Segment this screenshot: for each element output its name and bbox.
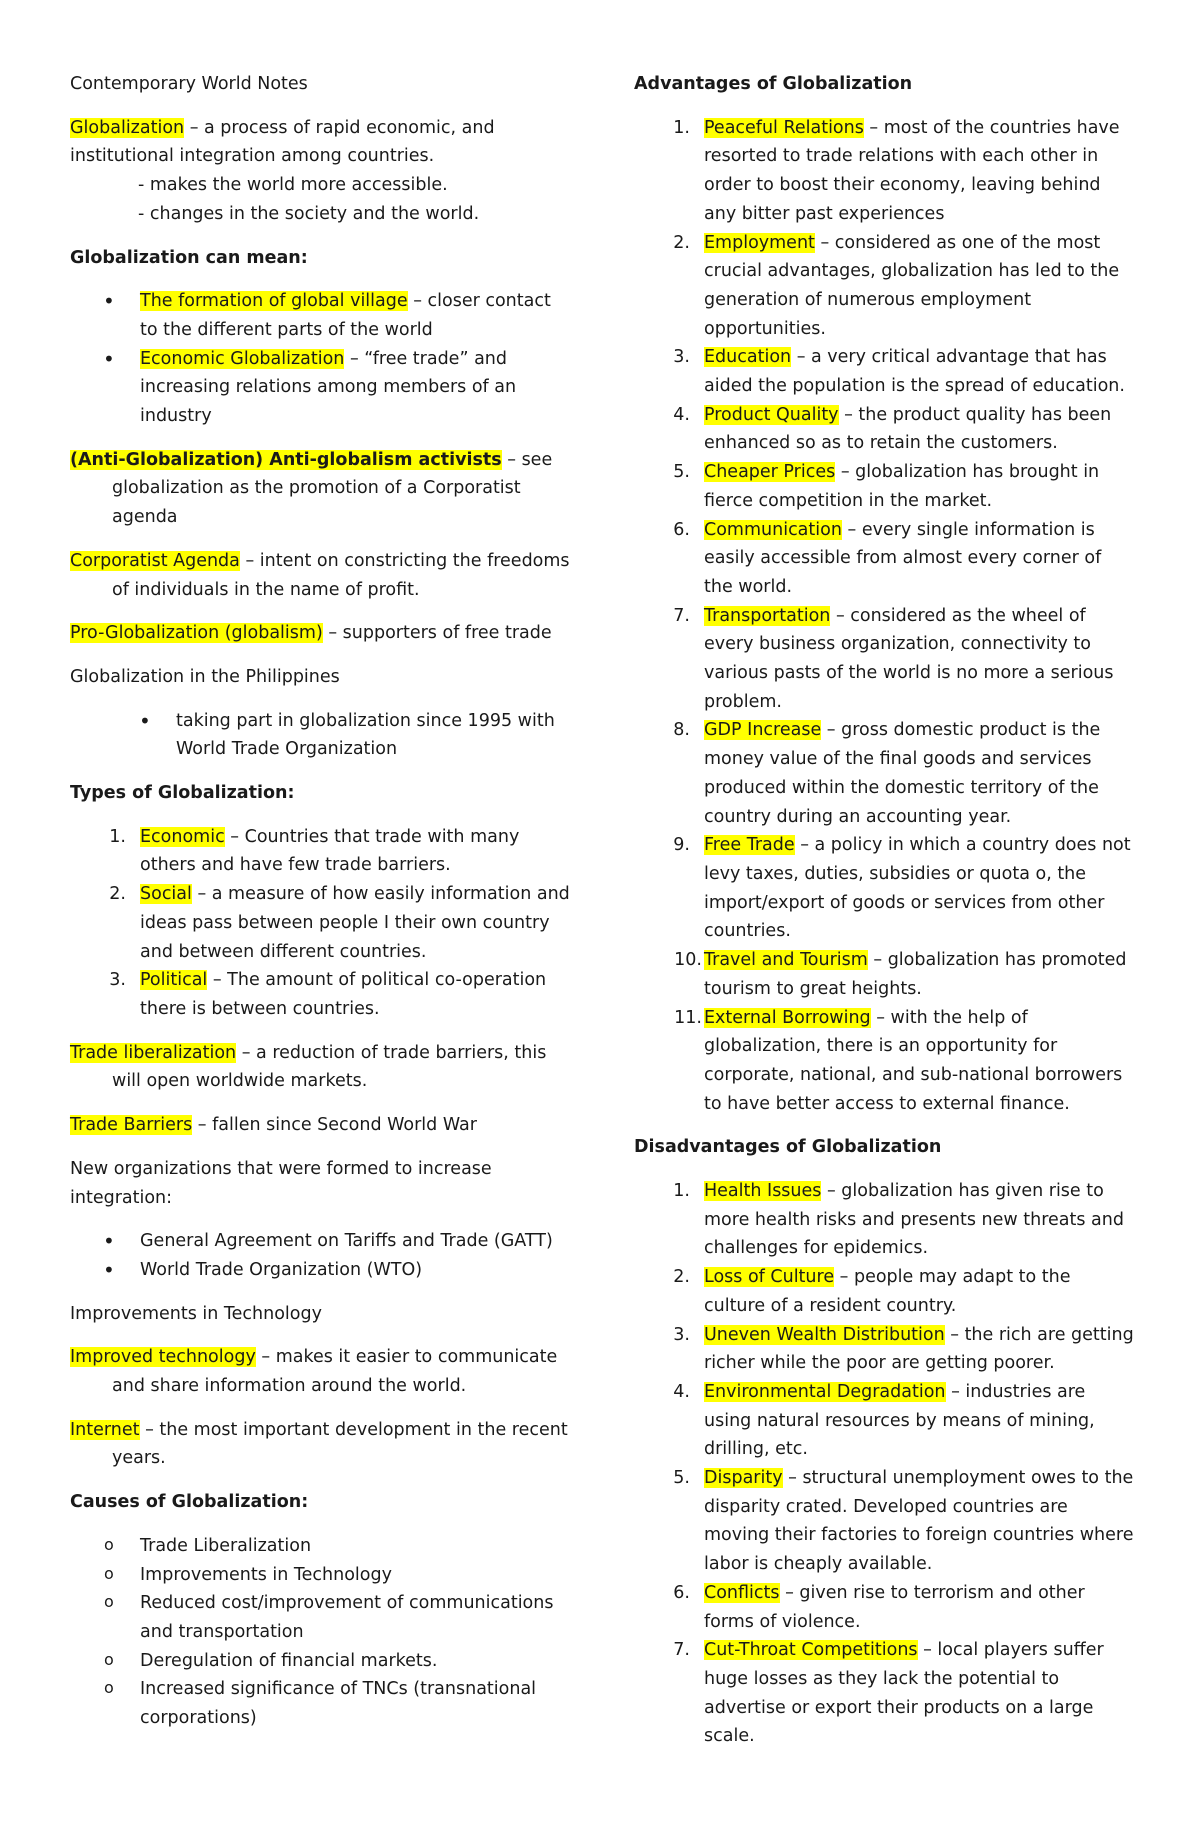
internet-definition: Internet – the most important development in the recent years. (70, 1419, 568, 1469)
trade-barriers-definition: Trade Barriers – fallen since Second World War (70, 1115, 477, 1136)
list-item: 2. Employment – considered as one of the most crucial advantages, globalization has led to the generation of numerous employment opportunities. (673, 232, 1120, 339)
list-item: 7. Cut-Throat Competitions – local players suffer huge losses as they lack the potential to advertise or export their products on a large scale. (673, 1640, 1104, 1747)
list-item: o Increased significance of TNCs (transnational corporations) (70, 1675, 570, 1732)
anti-globalization-definition: (Anti-Globalization) Anti-globalism activists – see globalization as the promotion of a Corporatist agenda (70, 449, 553, 528)
section-heading-disadvantages: Disadvantages of Globalization (634, 1137, 942, 1158)
philippines-list (70, 707, 570, 764)
list-item: 2. Loss of Culture – people may adapt to the culture of a resident country. (673, 1267, 1071, 1316)
trade-liberalization-definition: Trade liberalization – a reduction of trade barriers, this will open worldwide markets. (70, 1042, 547, 1092)
list-item: o Reduced cost/improvement of communications and transportation (70, 1589, 570, 1646)
list-item: 1. Peaceful Relations – most of the countries have resorted to trade relations with each other in order to boost their economy, leaving behind any bitter past experiences (673, 117, 1120, 224)
new-organizations-list (70, 1227, 570, 1284)
section-heading-technology: Improvements in Technology (70, 1303, 322, 1324)
list-item: 7. Transportation – considered as the wheel of every business organization, connectivity to various pasts of the world is no more a serious problem. (673, 605, 1114, 712)
advantages-list (634, 114, 1134, 1119)
list-item: 2. Social – a measure of how easily information and ideas pass between people I their own country and between different countries. (109, 884, 570, 962)
list-item: 3. Political – The amount of political co-operation there is between countries. (109, 970, 547, 1019)
list-item: 5. Cheaper Prices – globalization has brought in fierce competition in the market. (673, 462, 1100, 511)
list-item: • General Agreement on Tariffs and Trade (GATT) (70, 1227, 570, 1256)
pro-globalization-definition: Pro-Globalization (globalism) – supporters of free trade (70, 623, 552, 644)
list-item: 9. Free Trade – a policy in which a country does not levy taxes, duties, subsidies or quota o, the import/export of goods or services from other countries. (673, 835, 1131, 942)
list-item: 4. Environmental Degradation – industries are using natural resources by means of mining, drilling, etc. (673, 1381, 1095, 1460)
list-item: 6. Conflicts – given rise to terrorism and other forms of violence. (673, 1582, 1085, 1632)
list-item: o Deregulation of financial markets. (70, 1647, 570, 1676)
section-heading-philippines: Globalization in the Philippines (70, 666, 340, 687)
list-item: 4. Product Quality – the product quality has been enhanced so as to retain the customers. (673, 404, 1112, 454)
list-item: • taking part in globalization since 1995 with World Trade Organization (70, 707, 570, 764)
globalization-note: - makes the world more accessible. (138, 175, 448, 196)
list-item: 1. Economic – Countries that trade with many others and have few trade barriers. (109, 826, 520, 876)
section-heading-types: Types of Globalization: (70, 783, 295, 804)
list-item: 8. GDP Increase – gross domestic product is the money value of the final goods and services produced within the domestic territory of the country during an accounting year. (673, 720, 1101, 827)
right-column (634, 70, 1134, 1751)
can-mean-list (70, 287, 570, 431)
list-item: 5. Disparity – structural unemployment owes to the disparity crated. Developed countries are moving their factories to foreign countries where labor is cheaply available. (673, 1468, 1134, 1575)
list-item: 11. External Borrowing – with the help of globalization, there is an opportunity for corporate, national, and sub-national borrowers to have better access to external finance. (674, 1007, 1123, 1114)
corporatist-agenda-definition: Corporatist Agenda – intent on constricting the freedoms of individuals in the name of profit. (70, 550, 570, 600)
disadvantages-list (634, 1177, 1134, 1751)
globalization-definition: Globalization – a process of rapid economic, and institutional integration among countries. - makes the world more accessible. - changes in the society and the world. (70, 114, 570, 229)
list-item: • Economic Globalization – “free trade” and increasing relations among members of an industry (70, 345, 570, 431)
causes-list (70, 1532, 570, 1733)
improved-technology-definition: Improved technology – makes it easier to communicate and share information around the world. (70, 1347, 558, 1397)
section-heading-causes: Causes of Globalization: (70, 1492, 309, 1513)
globalization-note: - changes in the society and the world. (138, 203, 480, 224)
left-column (70, 70, 570, 1733)
list-item: • World Trade Organization (WTO) (70, 1256, 570, 1285)
list-item: 3. Uneven Wealth Distribution – the rich are getting richer while the poor are getting poorer. (673, 1324, 1134, 1374)
list-item: 1. Health Issues – globalization has given rise to more health risks and presents new threats and challenges for epidemics. (673, 1181, 1124, 1259)
section-heading-advantages: Advantages of Globalization (634, 74, 913, 94)
list-item: 10. Travel and Tourism – globalization has promoted tourism to great heights. (674, 950, 1127, 999)
section-heading-can-mean: Globalization can mean: (70, 247, 308, 268)
list-item: 6. Communication – every single information is easily accessible from almost every corner of the world. (673, 519, 1102, 597)
list-item: 3. Education – a very critical advantage that has aided the population is the spread of education. (673, 347, 1125, 397)
list-item: • The formation of global village – closer contact to the different parts of the world (70, 287, 570, 344)
term-globalization: Globalization (70, 117, 185, 138)
list-item: o Improvements in Technology (70, 1561, 570, 1590)
document-title: Contemporary World Notes (70, 74, 308, 94)
list-item: o Trade Liberalization (70, 1532, 570, 1561)
types-list (70, 823, 570, 1024)
section-heading-new-organizations: New organizations that were formed to increase integration: (70, 1158, 492, 1208)
